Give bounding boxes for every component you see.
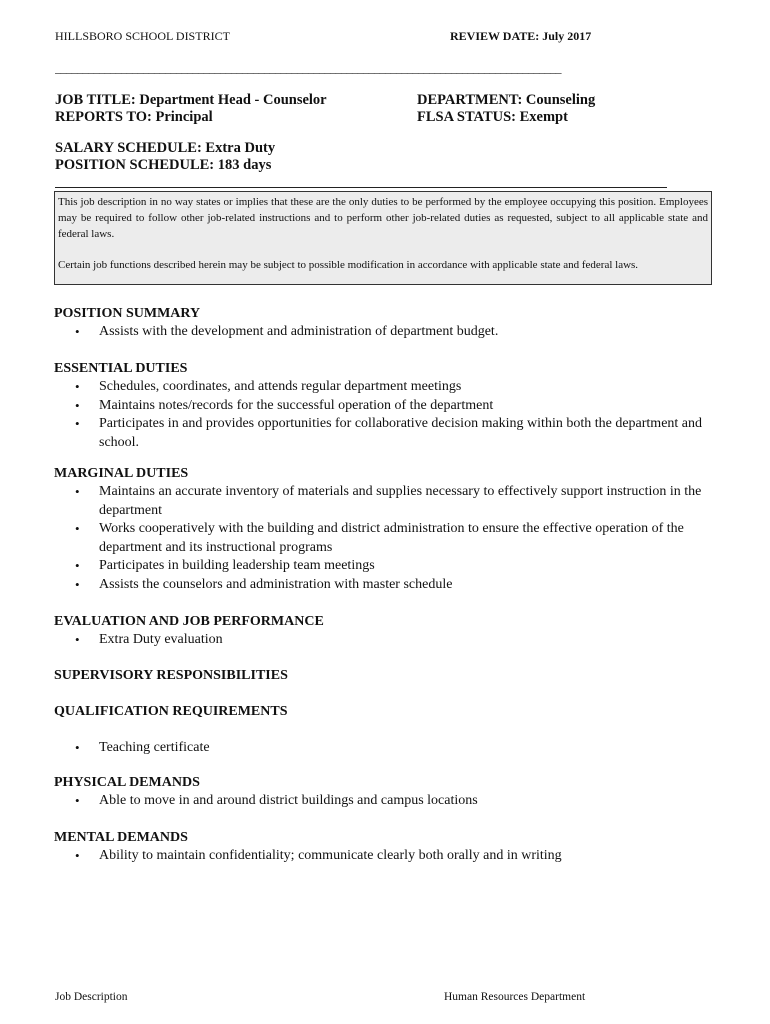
disclaimer-paragraph-1: This job description in no way states or implies that these are the only duties to be performed by the employee occupying this position. Employees may be required to follow other job-related instructions and to perform other job-related duties as requested, subject to all applicable state and federal laws. [58,196,708,240]
section-title: POSITION SUMMARY [54,306,201,321]
section-title: MENTAL DEMANDS [54,830,188,845]
section-physical-demands [54,774,718,811]
section-evaluation [54,613,718,650]
footer-right: Human Resources Department [444,991,586,1003]
flsa-status: FLSA STATUS: Exempt [417,109,568,125]
district-name: HILLSBORO SCHOOL DISTRICT [55,29,230,43]
duty-list [54,847,718,866]
duty-list [54,483,718,594]
list-item: • Works cooperatively with the building and district administration to ensure the effective operation of the department and its instructional programs [54,520,718,557]
section-supervisory [54,667,718,685]
department: DEPARTMENT: Counseling [417,92,596,108]
duty-list [54,378,718,452]
section-title: SUPERVISORY RESPONSIBILITIES [54,668,288,683]
section-mental-demands [54,829,718,866]
job-title: JOB TITLE: Department Head - Counselor [55,92,327,108]
list-item: • Ability to maintain confidentiality; communicate clearly both orally and in writing [54,847,718,866]
section-essential-duties [54,360,718,452]
review-date: REVIEW DATE: July 2017 [450,29,592,43]
section-title: ESSENTIAL DUTIES [54,361,188,376]
section-title: MARGINAL DUTIES [54,466,189,481]
reports-to: REPORTS TO: Principal [55,109,213,125]
position-schedule: POSITION SCHEDULE: 183 days [55,157,272,173]
footer-left: Job Description [55,991,128,1003]
list-item: • Schedules, coordinates, and attends regular department meetings [54,378,718,397]
duty-list [54,323,718,342]
duty-list [54,631,718,650]
disclaimer-paragraph-2: Certain job functions described herein may be subject to possible modification in accordance with applicable state and federal laws. [58,259,639,271]
section-marginal-duties [54,465,718,594]
duty-list [54,792,718,811]
section-position-summary [54,305,718,342]
section-title: PHYSICAL DEMANDS [54,775,200,790]
section-title: EVALUATION AND JOB PERFORMANCE [54,614,324,629]
schedule-info [55,140,275,174]
divider-line [55,187,667,188]
disclaimer-box [54,191,712,285]
duty-list [54,739,718,758]
list-item: • Participates in and provides opportunities for collaborative decision making within both the department and school. [54,415,718,452]
header-rule: ____________________________________________________________________________________________ [55,61,561,75]
section-title: QUALIFICATION REQUIREMENTS [54,704,288,719]
list-item: • Maintains notes/records for the successful operation of the department [54,397,718,416]
job-info-left [55,92,327,126]
list-item: • Maintains an accurate inventory of materials and supplies necessary to effectively support instruction in the department [54,483,718,520]
list-item: • Assists with the development and administration of department budget. [54,323,718,342]
list-item: • Able to move in and around district buildings and campus locations [54,792,718,811]
job-info-right [417,92,595,126]
list-item: • Participates in building leadership team meetings [54,557,718,576]
section-qualification [54,703,718,758]
list-item: • Assists the counselors and administration with master schedule [54,576,718,595]
list-item: • Teaching certificate [54,739,718,758]
salary-schedule: SALARY SCHEDULE: Extra Duty [55,140,276,156]
list-item: • Extra Duty evaluation [54,631,718,650]
